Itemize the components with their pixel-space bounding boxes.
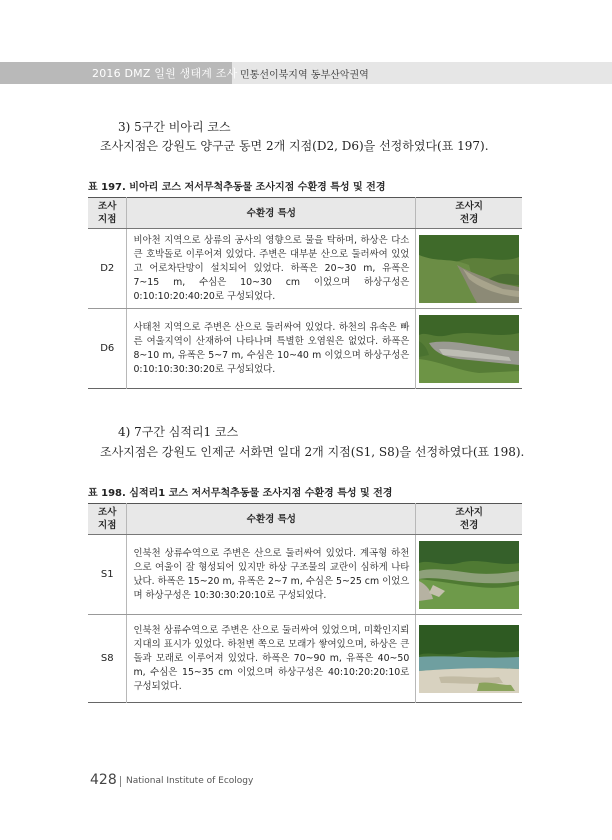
table-row — [88, 615, 522, 703]
header-env: 수환경 특성 — [127, 504, 416, 535]
site-code: D2 — [88, 229, 127, 309]
header-env: 수환경 특성 — [127, 198, 416, 229]
site-code: S1 — [88, 535, 127, 615]
header-right-title: 민통선이북지역 동부산악권역 — [240, 70, 369, 81]
site-photo-cell — [416, 615, 522, 703]
header-left-title: 2016 DMZ 일원 생태계 조사 — [92, 67, 238, 80]
table197-caption: 표 197. 비아리 코스 저서무척추동물 조사지점 수환경 특성 및 전경 — [88, 182, 386, 193]
page-number: 428 — [90, 772, 117, 788]
section4-body: 조사지점은 강원도 인제군 서화면 일대 2개 지점(S1, S8)을 선정하였다(표 198). — [100, 445, 525, 459]
site-photo-s1 — [419, 541, 519, 609]
footer-divider — [120, 776, 121, 787]
table-row — [88, 309, 522, 389]
footer-org: National Institute of Ecology — [126, 776, 254, 786]
section3-body: 조사지점은 강원도 양구군 동면 2개 지점(D2, D6)을 선정하였다(표 197). — [100, 139, 489, 153]
table197 — [88, 197, 522, 389]
site-description: 사태천 지역으로 주변은 산으로 둘러싸여 있었다. 하천의 유속은 빠른 여울지역이 산재하여 나타나며 특별한 오염원은 없었다. 하폭은 8~10 m, 유폭은 5~7 m, 수심은 10~40 m 이었으며 하상구성은 0:10:10:30:30:20로 구성되었다. — [127, 309, 416, 389]
site-photo-d2 — [419, 235, 519, 303]
header-site: 조사 지점 — [88, 504, 127, 535]
site-description: 인북천 상류수역으로 주변은 산으로 둘러싸여 있었다. 계곡형 하천으로 여울이 잘 형성되어 있지만 하상 구조물의 교란이 심하게 나타났다. 하폭은 15~20 m, 유폭은 2~7 m, 수심은 5~25 cm 이었으며 하상구성은 10:30:30:20:10로 구성되었다. — [127, 535, 416, 615]
header-left-block — [0, 62, 238, 84]
table-header-row — [88, 504, 522, 535]
site-photo-cell — [416, 309, 522, 389]
table-header-row — [88, 198, 522, 229]
site-photo-cell — [416, 535, 522, 615]
site-code: D6 — [100, 343, 115, 354]
header-site: 조사 지점 — [88, 198, 127, 229]
table198-caption: 표 198. 심적리1 코스 저서무척추동물 조사지점 수환경 특성 및 전경 — [88, 488, 393, 499]
site-description: 비아천 지역으로 상류의 공사의 영향으로 물을 탁하며, 하상은 다소 큰 호박돌로 이루어져 있었다. 주변은 대부분 산으로 둘러싸여 있었고 어로차단망이 설치되어 있었다. 하폭은 20~30 m, 유폭은 7~15 m, 수심은 10~30 cm 이었으며 하상구성은 0:10:10:20:40:20로 구성되었다. — [127, 229, 416, 309]
site-description: 인북천 상류수역으로 주변은 산으로 둘러싸여 있었으며, 미확인지뢰지대의 표시가 있었다. 하천변 쪽으로 모래가 쌓여있으며, 하상은 큰돌과 모래로 이루어져 있었다. 하폭은 70~90 m, 유폭은 40~50 m, 수심은 15~35 cm 이었으며 하상구성은 40:10:20:20:10로 구성되었다. — [127, 615, 416, 703]
site-photo-cell — [416, 229, 522, 309]
header-photo: 조사지 전경 — [416, 198, 522, 229]
site-photo-d6 — [419, 315, 519, 383]
header-photo: 조사지 전경 — [416, 504, 522, 535]
table-row — [88, 535, 522, 615]
table198 — [88, 503, 522, 703]
section3-title: 3) 5구간 비아리 코스 — [118, 120, 231, 134]
site-photo-s8 — [419, 625, 519, 693]
section4-title: 4) 7구간 심적리1 코스 — [118, 425, 239, 439]
site-code: S8 — [100, 653, 114, 664]
table-row — [88, 229, 522, 309]
